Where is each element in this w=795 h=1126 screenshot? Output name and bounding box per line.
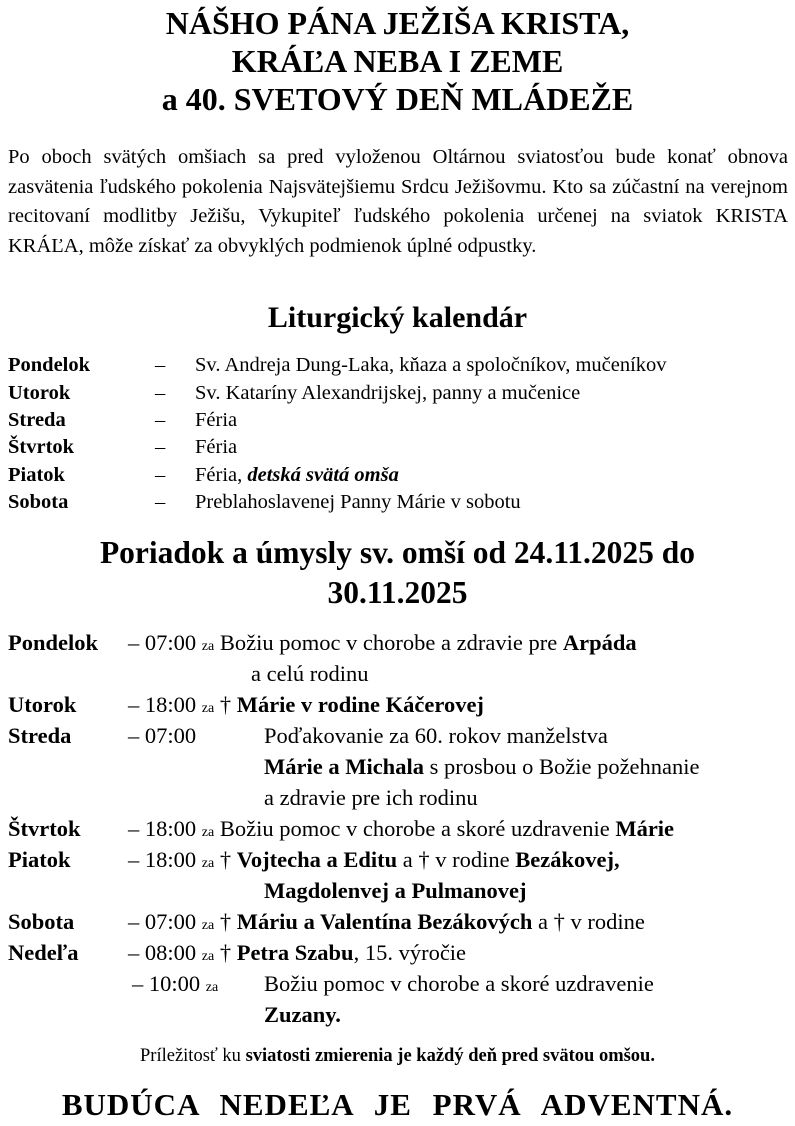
liturgical-text: Sv. Andreja Dung-Laka, kňaza a spoločníkov, mučeníkov xyxy=(195,354,667,376)
cross-icon: † xyxy=(219,909,232,934)
dash: – xyxy=(155,491,166,513)
footer-announcement: BUDÚCA NEDEĽA JE PRVÁ ADVENTNÁ. xyxy=(61,1087,734,1122)
mass-intention-continued: a celú rodinu xyxy=(251,661,369,686)
mass-name: Vojtecha a Editu xyxy=(236,847,398,872)
mass-entry xyxy=(128,906,645,941)
dash: – xyxy=(155,382,166,404)
mass-intention-continued: a zdravie pre ich rodinu xyxy=(264,785,478,810)
liturgical-text xyxy=(195,461,399,489)
mass-intention: s prosbou o Božie požehnanie xyxy=(423,754,700,779)
mass-time: – 07:00 xyxy=(128,723,197,748)
title-line-1: NÁŠHO PÁNA JEŽIŠA KRISTA, xyxy=(165,5,630,41)
mass-time: – 18:00 xyxy=(128,847,197,872)
mass-name-continued: Magdolenvej a Pulmanovej xyxy=(264,878,527,903)
dash: – xyxy=(155,409,166,431)
mass-time: – 18:00 xyxy=(128,692,197,717)
mass-entry xyxy=(128,844,620,879)
mass-time: – 18:00 xyxy=(128,816,197,841)
schedule-day: Nedeľa xyxy=(8,940,79,965)
mass-name: Máriu a Valentína Bezákových xyxy=(236,909,533,934)
za-label: za xyxy=(201,949,215,964)
schedule-day: Štvrtok xyxy=(8,816,81,841)
liturgical-day: Streda xyxy=(8,409,66,431)
mass-intention: v rodine xyxy=(429,847,516,872)
mass-name: Petra Szabu xyxy=(236,940,354,965)
mass-name: Márie xyxy=(615,816,675,841)
mass-name: Bezákovej, xyxy=(515,847,620,872)
za-label: za xyxy=(201,639,215,654)
confession-note xyxy=(0,1044,795,1068)
schedule-heading xyxy=(0,533,795,613)
note-text: Príležitosť ku xyxy=(140,1046,246,1066)
schedule-day: Streda xyxy=(8,723,72,748)
liturgical-day: Utorok xyxy=(8,382,71,404)
mass-name: Márie a Michala xyxy=(264,754,424,779)
mass-entry xyxy=(132,968,218,1003)
title-line-2: KRÁĽA NEBA I ZEME xyxy=(231,43,564,79)
title-line-3: a 40. SVETOVÝ DEŇ MLÁDEŽE xyxy=(161,81,634,117)
mass-time: – 10:00 xyxy=(132,971,201,996)
cross-icon: † xyxy=(219,940,232,965)
za-label: za xyxy=(201,856,215,871)
liturgical-heading: Liturgický kalendár xyxy=(267,301,528,334)
liturgical-text: Féria xyxy=(195,409,238,431)
intro-paragraph: Po oboch svätých omšiach sa pred vyloženou Oltárnou sviatosťou bude konať obnova zasvätenia ľudského pokolenia Najsvätejšiemu Srdcu Ježišovmu. Kto sa zúčastní na verejnom recitovaní modlitby Ježišu, Vykupiteľ ľudského pokolenia určenej na sviatok KRISTA KRÁĽA, môže získať za obvyklých podmienok úplné odpustky. xyxy=(8,146,788,257)
liturgical-text-plain: Féria, xyxy=(195,464,248,486)
za-label: za xyxy=(201,825,215,840)
cross-icon: † xyxy=(418,847,430,872)
mass-time: – 07:00 xyxy=(128,909,197,934)
mass-intention: , 15. výročie xyxy=(353,940,467,965)
liturgical-day: Pondelok xyxy=(8,354,91,376)
note-text-bold: sviatosti zmierenia je každý deň pred svätou omšou. xyxy=(245,1046,655,1066)
schedule-day: Pondelok xyxy=(8,630,99,655)
mass-name: Arpáda xyxy=(562,630,637,655)
mass-time: – 07:00 xyxy=(128,630,197,655)
mass-intention: a xyxy=(532,909,554,934)
mass-intention: Božiu pomoc v chorobe a skoré uzdravenie xyxy=(214,816,616,841)
liturgical-text-emphasis: detská svätá omša xyxy=(247,464,399,486)
schedule-day: Sobota xyxy=(8,909,75,934)
za-label: za xyxy=(201,701,215,716)
liturgical-day: Sobota xyxy=(8,491,69,513)
mass-intention: Poďakovanie za 60. rokov manželstva xyxy=(264,723,608,748)
cross-icon: † xyxy=(553,909,565,934)
cross-icon: † xyxy=(219,847,232,872)
schedule-day: Utorok xyxy=(8,692,77,717)
mass-time: – 08:00 xyxy=(128,940,197,965)
liturgical-text: Sv. Kataríny Alexandrijskej, panny a mučenice xyxy=(195,382,581,404)
cross-icon: † xyxy=(219,692,232,717)
dash: – xyxy=(155,354,166,376)
liturgical-day: Piatok xyxy=(8,464,65,486)
mass-intention-continued xyxy=(264,751,700,782)
mass-intention: Božiu pomoc v chorobe a zdravie pre xyxy=(214,630,563,655)
mass-entry xyxy=(128,813,674,848)
mass-name-continued: Zuzany. xyxy=(264,1002,341,1027)
mass-intention: v rodine xyxy=(564,909,645,934)
mass-intention: Božiu pomoc v chorobe a skoré uzdravenie xyxy=(264,971,654,996)
schedule-day: Piatok xyxy=(8,847,71,872)
liturgical-day: Štvrtok xyxy=(8,436,75,458)
liturgical-text: Preblahoslavenej Panny Márie v sobotu xyxy=(195,491,521,513)
mass-name: Márie v rodine Káčerovej xyxy=(236,692,484,717)
schedule-heading-line-1: Poriadok a úmysly sv. omší od 24.11.2025 do xyxy=(99,535,696,570)
liturgical-text: Féria xyxy=(195,436,238,458)
schedule-heading-line-2: 30.11.2025 xyxy=(327,575,468,610)
mass-intention: a xyxy=(397,847,419,872)
dash: – xyxy=(155,464,166,486)
za-label: za xyxy=(201,918,215,933)
mass-entry xyxy=(128,689,484,724)
dash: – xyxy=(155,436,166,458)
mass-entry xyxy=(128,627,637,662)
mass-entry xyxy=(128,937,466,972)
za-label: za xyxy=(205,980,219,995)
page-title xyxy=(0,4,795,118)
